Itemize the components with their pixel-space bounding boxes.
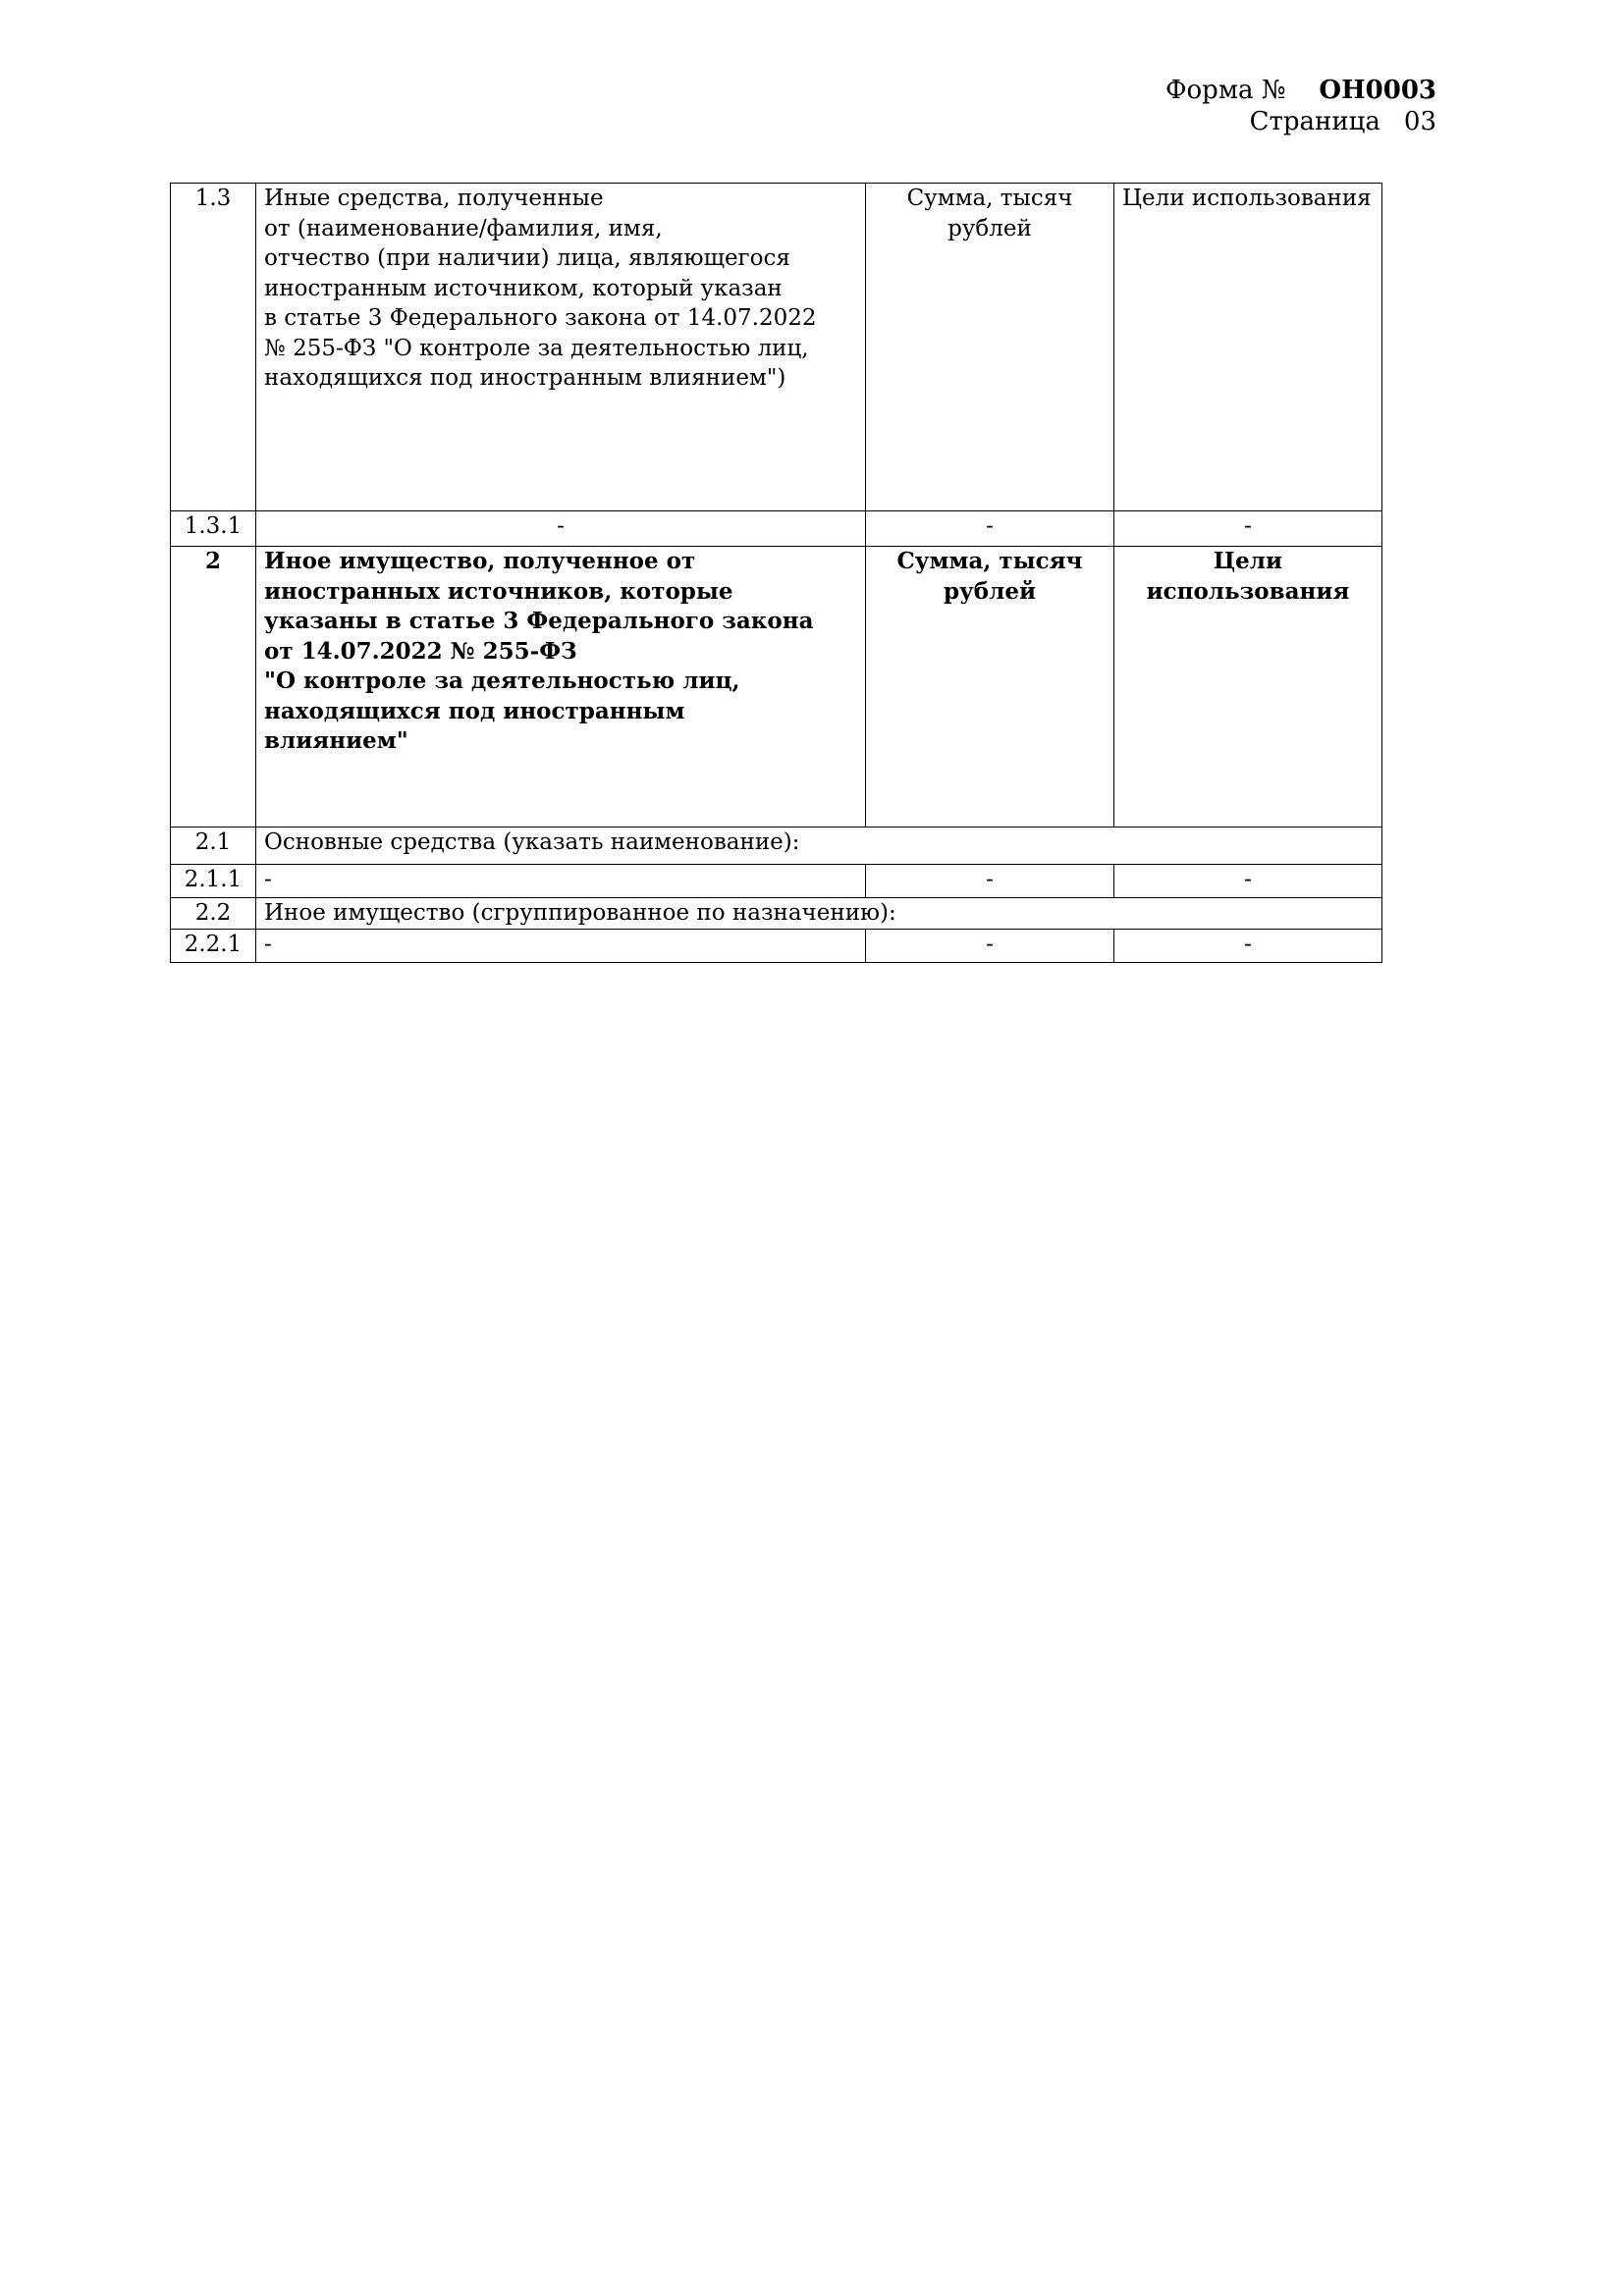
row-goal: - <box>1114 511 1382 547</box>
row-number: 1.3.1 <box>171 511 256 547</box>
table-row-1-3 <box>171 184 1382 511</box>
goal-column-header: Цели использования <box>1114 184 1382 511</box>
sum-column-header: Сумма, тысяч рублей <box>866 547 1114 828</box>
section-title: Основные средства (указать наименование): <box>256 828 1382 865</box>
row-number: 2.2.1 <box>171 929 256 962</box>
row-description: Иное имущество, полученное от иностранных источников, которые указаны в статье 3 Федерального закона от 14.07.2022 № 255-ФЗ "О контроле за деятельностью лиц, находящихся под иностранным влиянием" <box>256 547 866 828</box>
table-row-2-1-1 <box>171 865 1382 898</box>
form-code: ОН0003 <box>1319 76 1436 105</box>
row-description: - <box>256 511 866 547</box>
row-number: 2.2 <box>171 898 256 930</box>
row-description: - <box>256 929 866 962</box>
row-goal: - <box>1114 929 1382 962</box>
page-label: Страница <box>1249 107 1380 136</box>
page-number-line <box>1165 106 1436 137</box>
row-number: 1.3 <box>171 184 256 511</box>
row-number: 2.1.1 <box>171 865 256 898</box>
report-table <box>170 183 1382 963</box>
table-row-2-1 <box>171 828 1382 865</box>
section-title: Иное имущество (сгруппированное по назначению): <box>256 898 1382 930</box>
table-row-2 <box>171 547 1382 828</box>
row-number: 2.1 <box>171 828 256 865</box>
goal-column-header: Цели использования <box>1114 547 1382 828</box>
table-row-2-2 <box>171 898 1382 930</box>
table-row-2-2-1 <box>171 929 1382 962</box>
row-sum: - <box>866 865 1114 898</box>
form-number-line <box>1165 75 1436 106</box>
row-sum: - <box>866 929 1114 962</box>
table-row-1-3-1 <box>171 511 1382 547</box>
row-number: 2 <box>171 547 256 828</box>
row-description: - <box>256 865 866 898</box>
row-goal: - <box>1114 865 1382 898</box>
page-number: 03 <box>1403 107 1436 136</box>
row-sum: - <box>866 511 1114 547</box>
row-description: Иные средства, полученные от (наименование/фамилия, имя, отчество (при наличии) лица, являющегося иностранным источником, который указан в статье 3 Федерального закона от 14.07.2022 № 255-ФЗ "О контроле за деятельностью лиц, находящихся под иностранным влиянием") <box>256 184 866 511</box>
form-label: Форма № <box>1164 76 1286 105</box>
sum-column-header: Сумма, тысяч рублей <box>866 184 1114 511</box>
form-header <box>1165 75 1436 137</box>
